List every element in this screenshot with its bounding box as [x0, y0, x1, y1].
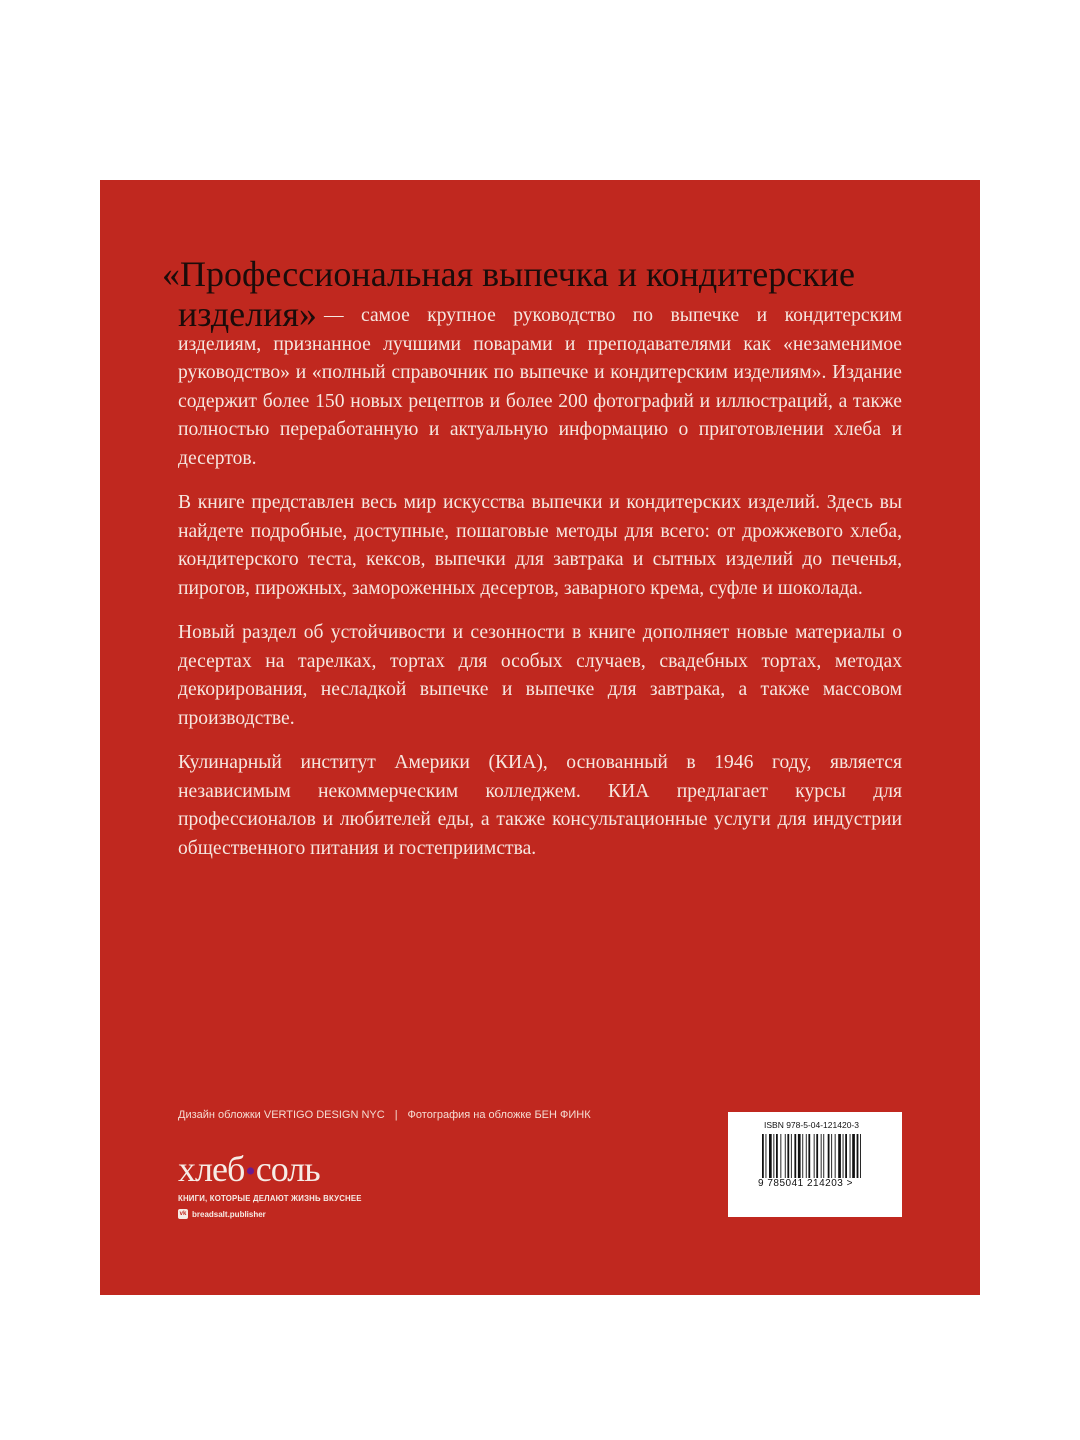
- publisher-social: [178, 1209, 358, 1219]
- isbn-label: ISBN 978-5-04-121420-3: [764, 1120, 859, 1130]
- logo-dot-icon: •: [245, 1155, 255, 1188]
- photo-credit: Фотография на обложке БЕН ФИНК: [407, 1109, 591, 1121]
- publisher-name-right: соль: [255, 1149, 320, 1189]
- barcode-icon: [762, 1134, 866, 1178]
- design-credit: Дизайн обложки VERTIGO DESIGN NYC: [178, 1109, 385, 1121]
- paragraph-2: В книге представлен весь мир искусства выпечки и кондитерских изделий. Здесь вы найдете подробные, доступные, пошаговые методы для всего: от дрожжевого хлеба, кондитерского теста, кексов, выпечки для завтрака и сытных изделий до печенья, пирогов, пирожных, замороженных десертов, заварного крема, суфле и шоколада.: [178, 492, 902, 599]
- publisher-name: [178, 1150, 358, 1191]
- vk-icon: vk: [179, 1211, 187, 1217]
- social-handle: breadsalt.publisher: [192, 1209, 266, 1219]
- book-back-cover: [100, 180, 980, 1295]
- paragraph-3: Новый раздел об устойчивости и сезонности в книге дополняет новые материалы о десертах на тарелках, тортах для особых случаев, свадебных тортах, методах декорирования, несладкой выпечке и выпечке для завтрака, а также массовом производстве.: [178, 622, 902, 729]
- barcode-digits: 9 785041 214203 >: [758, 1178, 853, 1189]
- paragraph-1: — самое крупное руководство по выпечке и кондитерским изделиям, признанное лучшими поварами и преподавателями как «незаменимое руководство» и «полный справочник по выпечке и кондитерским изделиям». Издание содержит более 150 новых рецептов и более 200 фотографий и иллюстраций, а также полностью переработанную и актуальную информацию о приготовлении хлеба и десертов.: [178, 305, 902, 469]
- cover-credits: [178, 1109, 591, 1121]
- credit-separator: |: [394, 1109, 398, 1121]
- description-text: [178, 302, 902, 879]
- publisher-logo: [178, 1149, 362, 1219]
- isbn-barcode-box: [728, 1112, 902, 1217]
- publisher-tagline: КНИГИ, КОТОРЫЕ ДЕЛАЮТ ЖИЗНЬ ВКУСНЕЕ: [178, 1194, 362, 1203]
- publisher-name-left: хлеб: [178, 1149, 245, 1189]
- title-line-2: изделия»: [178, 294, 317, 334]
- title-line-1: «Профессиональная выпечка и кондитерские: [162, 254, 855, 294]
- paragraph-4: Кулинарный институт Америки (КИА), основанный в 1946 году, является независимым некоммерческим колледжем. КИА предлагает курсы для профессионалов и любителей еды, а также консультационные услуги для индустрии общественного питания и гостеприимства.: [178, 752, 902, 859]
